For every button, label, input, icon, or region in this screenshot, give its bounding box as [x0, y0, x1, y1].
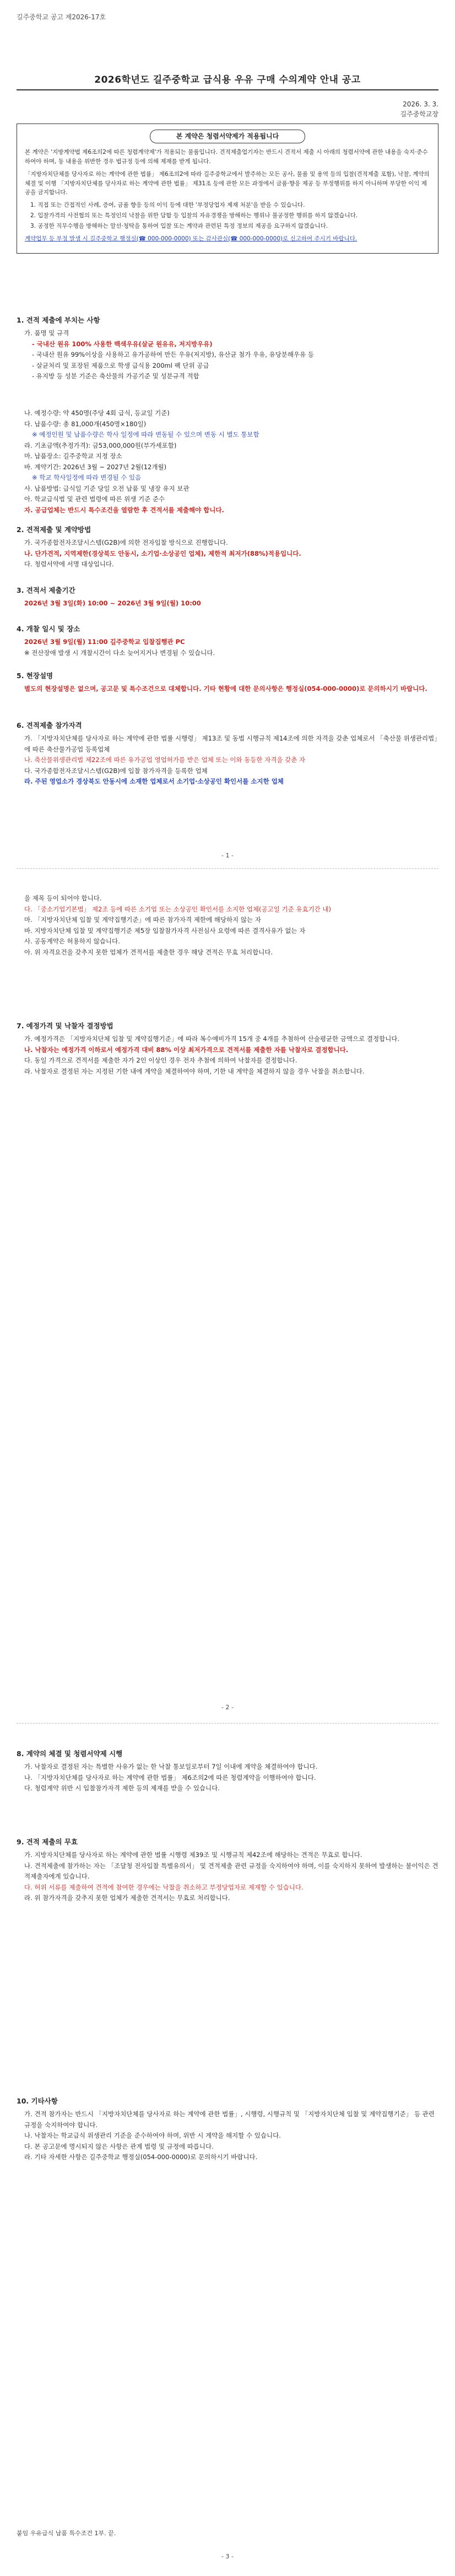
- document-number: 길주중학교 공고 제2026-17호: [17, 13, 106, 21]
- section-line: 가. 국가종합전자조달시스템(G2B)에 의한 전자입찰 방식으로 진행합니다.: [24, 539, 228, 547]
- section-8: [17, 1748, 438, 1794]
- section-6: [17, 720, 438, 787]
- detail-line: 사. 납품방법: 급식일 기준 당일 오전 납품 및 냉장 유지 보관: [24, 484, 189, 492]
- section-line: 가. 예정가격은 「지방자치단체 입찰 및 계약집행기준」에 따라 복수예비가격 15개 중 4개를 추첨하여 산술평균한 금액으로 결정합니다.: [24, 1035, 400, 1043]
- notice-item: 1. 직접 또는 간접적인 사례, 증여, 금품 향응 등의 이익 등에 대한 '부정당업자 제재 처분'을 받을 수 있습니다.: [30, 202, 305, 209]
- section-line: 2026년 3월 3일(화) 10:00 ~ 2026년 3월 9일(월) 10:00: [24, 599, 201, 608]
- section-heading: 3. 견적서 제출기간: [17, 586, 75, 594]
- section-line: ※ 전산장애 발생 시 개찰시간이 다소 늦어지거나 변경될 수 있습니다.: [24, 648, 215, 657]
- section-line: 다. 동일 가격으로 견적서를 제출한 자가 2인 이상인 경우 전자 추첨에 의하여 낙찰자를 결정합니다.: [24, 1056, 297, 1065]
- section-line: 라. 주된 영업소가 경상북도 안동시에 소재한 업체로서 소기업·소상공인 확인서를 소지한 업체: [24, 777, 284, 786]
- page-number: - 1 -: [221, 852, 234, 859]
- notice-paragraph: 「지방자치단체를 당사자로 하는 계약에 관한 법률」 제6조의2에 따라 길주중학교에서 발주하는 모든 공사, 물품 및 용역 등의 입찰(견적제출 포함), 낙찰, 계약의 체결 및 이행 「지방자치단체를 당사자로 하는 계약에 관한 법률」 제31조 등에 관한 모든 과정에서 금품·향응 제공 등 부정행위를 하지 아니하며 부당한 이익 제공을 금지합니다.: [25, 170, 430, 196]
- integrity-notice-box: [17, 124, 438, 254]
- section-line: 다. 「중소기업기본법」 제2조 등에 따른 소기업 또는 소상공인 확인서를 소지한 업체(공고일 기준 유효기간 내): [24, 905, 332, 913]
- page-number: - 3 -: [221, 2553, 234, 2560]
- section-line: 다. 본 공고문에 명시되지 않은 사항은 관계 법령 및 규정에 따릅니다.: [24, 2142, 214, 2150]
- detail-line: 마. 납품장소: 길주중학교 지정 장소: [24, 452, 122, 460]
- section-line: 아. 위 자격요건을 갖추지 못한 업체가 견적서를 제출한 경우 해당 견적은 무효 처리합니다.: [24, 948, 273, 956]
- section-heading: 5. 현장설명: [17, 672, 53, 680]
- detail-line: 바. 계약기간: 2026년 3월 ~ 2027년 2월(12개월): [24, 463, 167, 471]
- detail-line: 라. 기초금액(추정가격): 금53,000,000원(부가세포함): [24, 441, 177, 449]
- attachment-footer: 붙임 우유급식 납품 특수조건 1부. 끝.: [17, 2530, 116, 2537]
- section-9: [17, 1836, 438, 1904]
- section-line: 을 제목 등이 되어야 합니다.: [24, 894, 102, 902]
- section-line: 나. 낙찰자는 예정가격 이하로서 예정가격 대비 88% 이상 최저가격으로 견적서를 제출한 자를 낙찰자로 결정합니다.: [24, 1045, 349, 1054]
- page-title: 2026학년도 길주중학교 급식용 우유 구매 수의계약 안내 공고: [94, 74, 361, 85]
- section-line: 라. 낙찰자로 결정된 자는 지정된 기한 내에 계약을 체결하여야 하며, 기한 내 계약을 체결하지 않을 경우 낙찰을 취소합니다.: [24, 1067, 365, 1075]
- detail-line: 자. 공급업체는 반드시 특수조건을 열람한 후 견적서를 제출해야 합니다.: [24, 506, 224, 514]
- section-7: [17, 1020, 438, 1077]
- section-line: 라. 위 참가자격을 갖추지 못한 업체가 제출한 견적서는 무효로 처리합니다.: [24, 1894, 230, 1902]
- section-line: - 국내산 원유 100% 사용한 백색우유(살균 원유유, 저지방우유): [32, 340, 213, 348]
- section-1: [17, 314, 438, 382]
- order-details: [17, 408, 438, 516]
- section-line: 나. 낙찰자는 학교급식 위생관리 기준을 준수하여야 하며, 위반 시 계약을 해지할 수 있습니다.: [24, 2132, 281, 2140]
- detail-line: 다. 납품수량: 총 81,000개(450명×180일): [24, 420, 147, 428]
- section-heading: 6. 견적제출 참가자격: [17, 721, 82, 729]
- detail-line: ※ 예정인원 및 납품수량은 학사 일정에 따라 변동될 수 있으며 변동 시 별도 통보함: [32, 431, 259, 439]
- section-line: 가. 낙찰자로 결정된 자는 특별한 사유가 없는 한 낙찰 통보일로부터 7일 이내에 계약을 체결하여야 합니다.: [24, 1763, 318, 1771]
- notice-date: 2026. 3. 3.: [403, 100, 438, 108]
- notice-paragraph: 계약업무 등 부정 발생 시 길주중학교 행정실(☎ 000-000-0000) 또는 감사관실(☎ 000-000-0000)로 신고하여 주시기 바랍니다.: [25, 235, 358, 242]
- section-heading: 8. 계약의 체결 및 청렴서약제 시행: [17, 1749, 123, 1758]
- section-heading: 7. 예정가격 및 낙찰자 결정방법: [17, 1022, 113, 1030]
- page-divider: [17, 1723, 438, 1724]
- section-line: - 국내산 원유 99%이상을 사용하고 유가공하여 만든 우유(저지방), 유산균 첨가 우유, 유당분해우유 등: [32, 351, 314, 359]
- detail-line: 나. 예정수량: 약 450명(주당 4회 급식, 등교일 기준): [24, 409, 170, 417]
- section-line: - 유지방 등 성분 기준은 축산물의 가공기준 및 성분규격 적합: [32, 372, 199, 380]
- section-line: 2026년 3월 9일(월) 11:00 길주중학교 입찰집행관 PC: [24, 638, 185, 646]
- section-line: - 살균처리 및 포장된 제품으로 학생 급식용 200ml 팩 단위 공급: [32, 361, 209, 369]
- section-heading: 10. 기타사항: [17, 2097, 58, 2105]
- section-line: 다. 국가종합전자조달시스템(G2B)에 입찰 참가자격을 등록한 업체: [24, 766, 208, 775]
- section-6-continued: [17, 893, 438, 958]
- section-line: 나. 견적제출에 참가하는 자는 「조달청 전자입찰 특별유의서」 및 견적제출 관련 규정을 숙지하여야 하며, 이를 숙지하지 못하여 발생하는 불이익은 견적제출자에게 있습니다.: [24, 1861, 438, 1881]
- section-heading: 4. 개찰 일시 및 장소: [17, 625, 80, 633]
- issuer: 길주중학교장: [400, 110, 438, 118]
- page-number: - 2 -: [221, 1704, 234, 1711]
- page-divider: [17, 868, 438, 869]
- notice-paragraph: 본 계약은 '지방계약법 제6조의2에 따른 청렴계약제'가 적용되는 물품입니다. 견적제출업기자는 반드시 견적서 제출 시 아래의 청렴서약에 관한 내용을 숙지·준수하여야 하며, 동 내용을 위반한 경우 법규정 등에 의해 제재를 받게 됩니다.: [25, 149, 428, 165]
- section-heading: 1. 견적 제출에 부치는 사항: [17, 316, 100, 324]
- section-10: [17, 2095, 438, 2163]
- section-line: 나. 축산물위생관리법 제22조에 따른 유가공업 영업허가를 받은 업체 또는 이와 동등한 자격을 갖춘 자: [24, 756, 306, 764]
- detail-line: ※ 학교 학사일정에 따라 변경될 수 있음: [32, 474, 142, 482]
- section-line: 가. 품명 및 규격: [24, 329, 69, 337]
- title-divider: [17, 89, 438, 90]
- section-line: 다. 허위 서류를 제출하여 견적에 참여한 경우에는 낙찰을 취소하고 부정당업자로 제재할 수 있습니다.: [24, 1883, 304, 1891]
- section-line: 나. 「지방자치단체를 당사자로 하는 계약에 관한 법률」 제6조의2에 따른 청렴계약을 이행하여야 합니다.: [24, 1773, 316, 1781]
- section-heading: 9. 견적 제출의 무효: [17, 1838, 78, 1846]
- section-line: 라. 기타 자세한 사항은 길주중학교 행정실(054-000-0000)로 문의하시기 바랍니다.: [24, 2153, 258, 2161]
- section-line: 다. 청렴서약에 서명 대상입니다.: [24, 560, 114, 568]
- notice-heading: 본 계약은 청렴서약제가 적용됩니다: [150, 130, 305, 143]
- section-line: 다. 청렴계약 위반 시 입찰참가자격 제한 등의 제재를 받을 수 있습니다.: [24, 1784, 220, 1793]
- section-2: [17, 524, 438, 570]
- detail-line: 아. 학교급식법 및 관련 법령에 따른 위생 기준 준수: [24, 495, 165, 503]
- section-line: 가. 「지방자치단체를 당사자로 하는 계약에 관한 법률 시행령」 제13조 및 동법 시행규칙 제14조에 의한 자격을 갖춘 업체로서 「축산물 위생관리법」에 따른 축산물가공업 등록업체: [24, 734, 437, 753]
- section-5: [17, 670, 438, 695]
- section-line: 별도의 현장설명은 없으며, 공고문 및 특수조건으로 대체합니다. 기타 현황에 대한 문의사항은 행정실(054-000-0000)로 문의하시기 바랍니다.: [24, 685, 427, 693]
- section-4: [17, 623, 438, 658]
- section-line: 나. 단가견적, 지역제한(경상북도 안동시, 소기업·소상공인 업체), 제한적 최저가(88%)적용입니다.: [24, 549, 301, 557]
- section-line: 마. 「지방자치단체 입찰 및 계약집행기준」에 따른 참가자격 제한에 해당하지 않는 자: [24, 916, 261, 924]
- section-heading: 2. 견적제출 및 계약방법: [17, 525, 91, 534]
- section-line: 사. 공동계약은 허용하지 않습니다.: [24, 937, 120, 946]
- notice-item: 2. 입찰가격의 사전협의 또는 특정인의 낙찰을 위한 담합 등 입찰의 자유경쟁을 방해하는 행위나 불공정한 행위를 하지 않겠습니다.: [30, 212, 358, 219]
- section-3: [17, 584, 438, 609]
- section-line: 가. 지방자치단체를 당사자로 하는 계약에 관한 법률 시행령 제39조 및 시행규칙 제42조에 해당하는 견적은 무효로 합니다.: [24, 1851, 362, 1859]
- section-line: 바. 지방자치단체 입찰 및 계약집행기준 제5장 입찰참가자격 사전심사 요령에 따른 결격사유가 없는 자: [24, 926, 306, 935]
- section-line: 가. 견적 참가자는 반드시 「지방자치단체를 당사자로 하는 계약에 관한 법률」, 시행령, 시행규칙 및 「지방자치단체 입찰 및 계약집행기준」 등 관련 규정을 숙지하여야 합니다.: [24, 2110, 435, 2129]
- notice-item: 3. 공정한 직무수행을 방해하는 알선·청탁을 통하여 입찰 또는 계약과 관련된 특정 정보의 제공을 요구하지 않겠습니다.: [30, 222, 328, 229]
